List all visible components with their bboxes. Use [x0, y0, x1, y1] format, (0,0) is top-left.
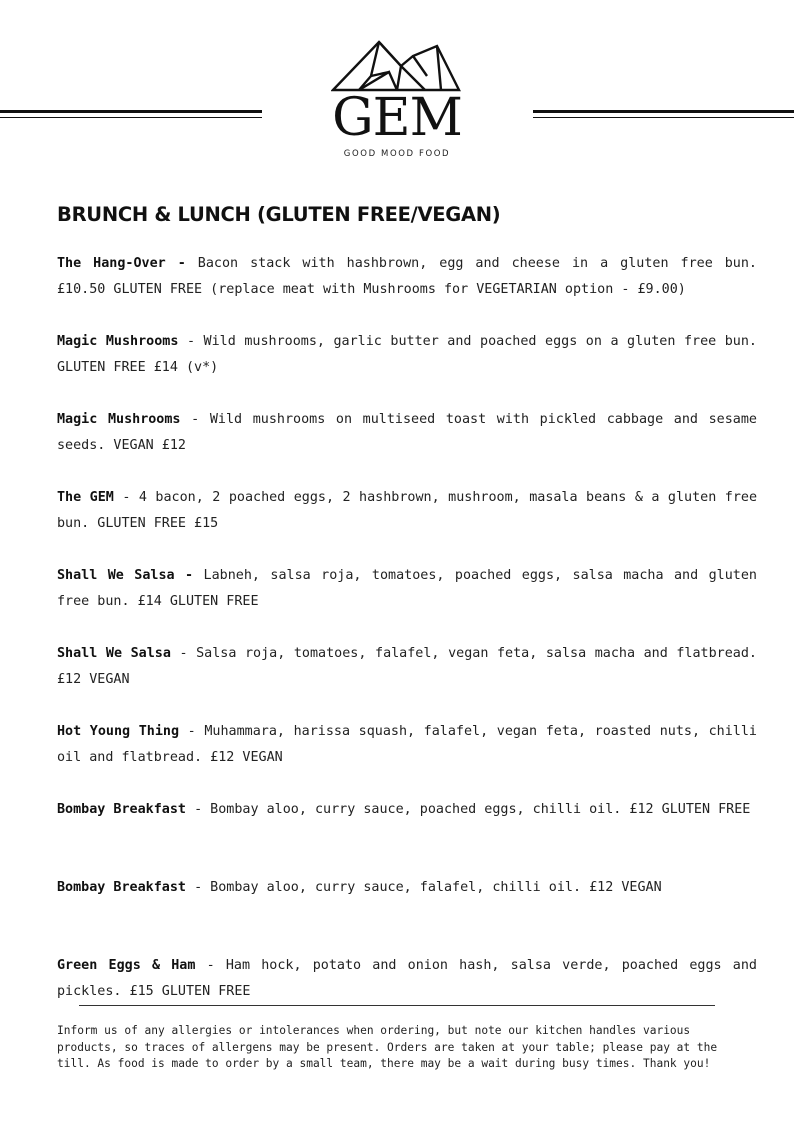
allergy-notice: Inform us of any allergies or intolerances when ordering, but note our kitchen handles various products, so traces of allergens may be present. Orders are taken at your table; please pay at the till. As food is made to order by a small team, there may be a wait during busy times. Thank you!: [57, 1024, 718, 1070]
rule-thin-line: [0, 117, 262, 118]
footer-divider: [79, 1005, 715, 1006]
menu-item-description: - Salsa roja, tomatoes, falafel, vegan feta, salsa macha and flatbread. £12 VEGAN: [57, 646, 757, 687]
menu-item: [57, 251, 757, 303]
menu-item-description: Labneh, salsa roja, tomatoes, poached eggs, salsa macha and gluten free bun. £14 GLUTEN FREE: [57, 568, 757, 609]
menu-item-description: - Ham hock, potato and onion hash, salsa verde, poached eggs and pickles. £15 GLUTEN FREE: [57, 958, 757, 999]
header-rule-right: [533, 110, 794, 120]
menu-item-description: - Bombay aloo, curry sauce, falafel, chilli oil. £12 VEGAN: [194, 880, 662, 895]
mountain-peaks-icon: [331, 36, 463, 92]
section-title: BRUNCH & LUNCH (GLUTEN FREE/VEGAN): [57, 203, 501, 226]
menu-item: [57, 329, 757, 381]
menu-item: [57, 485, 757, 537]
menu-item-description: - 4 bacon, 2 poached eggs, 2 hashbrown, mushroom, masala beans & a gluten free bun. GLUTEN FREE £15: [57, 490, 758, 531]
header-rule-left: [0, 110, 262, 120]
menu-item-name: Shall We Salsa -: [57, 568, 194, 583]
menu-item-name: Bombay Breakfast: [57, 880, 186, 895]
menu-item-description: Bacon stack with hashbrown, egg and cheese in a gluten free bun. £10.50 GLUTEN FREE (replace meat with Mushrooms for VEGETARIAN option - £9.00): [57, 256, 757, 297]
menu-item-name: Green Eggs & Ham: [57, 958, 196, 973]
menu-item-description: - Muhammara, harissa squash, falafel, vegan feta, roasted nuts, chilli oil and flatbread. £12 VEGAN: [57, 724, 757, 765]
menu-item: [57, 407, 757, 459]
menu-item-name: Magic Mushrooms: [57, 334, 179, 349]
menu-item-name: The GEM: [57, 490, 114, 505]
menu-item: [57, 641, 757, 693]
menu-item-name: Magic Mushrooms: [57, 412, 181, 427]
menu-item-name: Hot Young Thing: [57, 724, 180, 739]
menu-item-name: The Hang-Over -: [57, 256, 186, 271]
menu-item: [57, 719, 757, 771]
rule-thick-line: [533, 110, 794, 113]
menu-item-name: Shall We Salsa: [57, 646, 171, 661]
page-header: [0, 0, 794, 180]
brand-tagline: GOOD MOOD FOOD: [343, 149, 451, 159]
rule-thin-line: [533, 117, 794, 118]
menu-list: [57, 251, 757, 1031]
menu-item-description: - Wild mushrooms, garlic butter and poached eggs on a gluten free bun. GLUTEN FREE £14 (v*): [57, 334, 757, 375]
rule-thick-line: [0, 110, 262, 113]
menu-item-name: Bombay Breakfast: [57, 802, 186, 817]
menu-item-description: - Wild mushrooms on multiseed toast with pickled cabbage and sesame seeds. VEGAN £12: [57, 412, 757, 453]
brand-name: GEM: [332, 88, 462, 148]
brand-logo: [326, 36, 468, 166]
menu-item: [57, 797, 757, 849]
menu-item: [57, 563, 757, 615]
menu-item-description: - Bombay aloo, curry sauce, poached eggs, chilli oil. £12 GLUTEN FREE: [194, 802, 751, 817]
menu-item: [57, 875, 757, 927]
menu-item: [57, 953, 757, 1005]
